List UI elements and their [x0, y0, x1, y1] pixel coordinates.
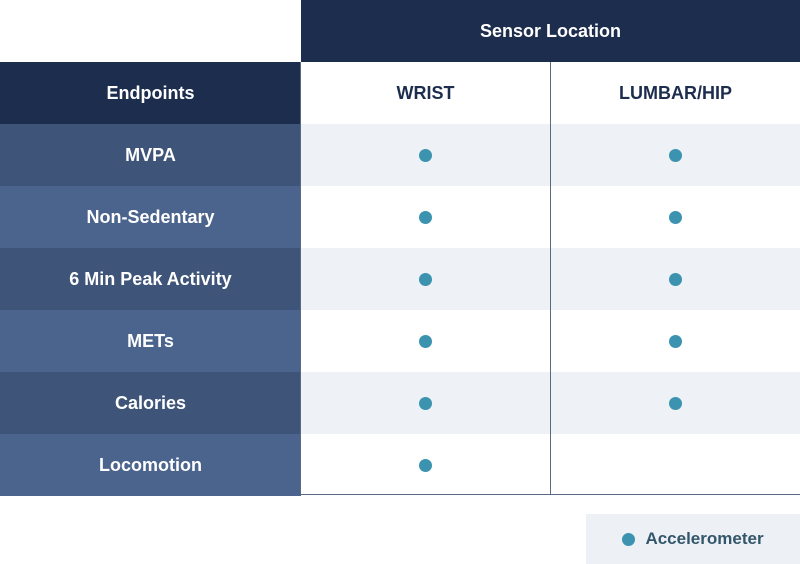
accelerometer-dot-icon — [419, 211, 432, 224]
legend-label: Accelerometer — [645, 529, 764, 548]
column-header-lumbar-hip — [551, 62, 800, 124]
accelerometer-dot-icon — [669, 273, 682, 286]
column-header-wrist — [301, 62, 550, 124]
table-row — [0, 186, 800, 248]
endpoints-label: Endpoints — [106, 82, 195, 103]
column-header-lumbar-hip-label: LUMBAR/HIP — [619, 82, 732, 103]
legend — [586, 514, 800, 564]
table-row — [0, 124, 800, 186]
accelerometer-dot-icon — [419, 335, 432, 348]
endpoint-label: Locomotion — [0, 434, 301, 496]
column-divider — [550, 62, 551, 495]
lumbar-hip-cell — [551, 186, 800, 248]
table-row — [0, 248, 800, 310]
column-header-wrist-label: WRIST — [396, 82, 455, 103]
table-row — [0, 310, 800, 372]
accelerometer-dot-icon — [419, 459, 432, 472]
endpoint-label: Calories — [0, 372, 301, 434]
wrist-cell — [301, 248, 550, 310]
endpoint-label: Non-Sedentary — [0, 186, 301, 248]
accelerometer-dot-icon — [419, 397, 432, 410]
accelerometer-dot-icon — [419, 149, 432, 162]
endpoints-header — [0, 62, 301, 124]
accelerometer-dot-icon — [419, 273, 432, 286]
lumbar-hip-cell — [551, 434, 800, 496]
accelerometer-dot-icon — [669, 211, 682, 224]
table-row — [0, 372, 800, 434]
wrist-cell — [301, 124, 550, 186]
lumbar-hip-cell — [551, 372, 800, 434]
legend-dot-icon — [622, 533, 635, 546]
endpoint-label: MVPA — [0, 124, 301, 186]
accelerometer-dot-icon — [669, 149, 682, 162]
sensor-location-header — [301, 0, 800, 62]
accelerometer-dot-icon — [669, 397, 682, 410]
wrist-cell — [301, 372, 550, 434]
wrist-cell — [301, 434, 550, 496]
sensor-location-label: Sensor Location — [479, 20, 622, 41]
endpoint-label: 6 Min Peak Activity — [0, 248, 301, 310]
accelerometer-dot-icon — [669, 335, 682, 348]
lumbar-hip-cell — [551, 310, 800, 372]
lumbar-hip-cell — [551, 248, 800, 310]
wrist-cell — [301, 186, 550, 248]
endpoint-label: METs — [0, 310, 301, 372]
table-row — [0, 434, 800, 496]
wrist-cell — [301, 310, 550, 372]
lumbar-hip-cell — [551, 124, 800, 186]
